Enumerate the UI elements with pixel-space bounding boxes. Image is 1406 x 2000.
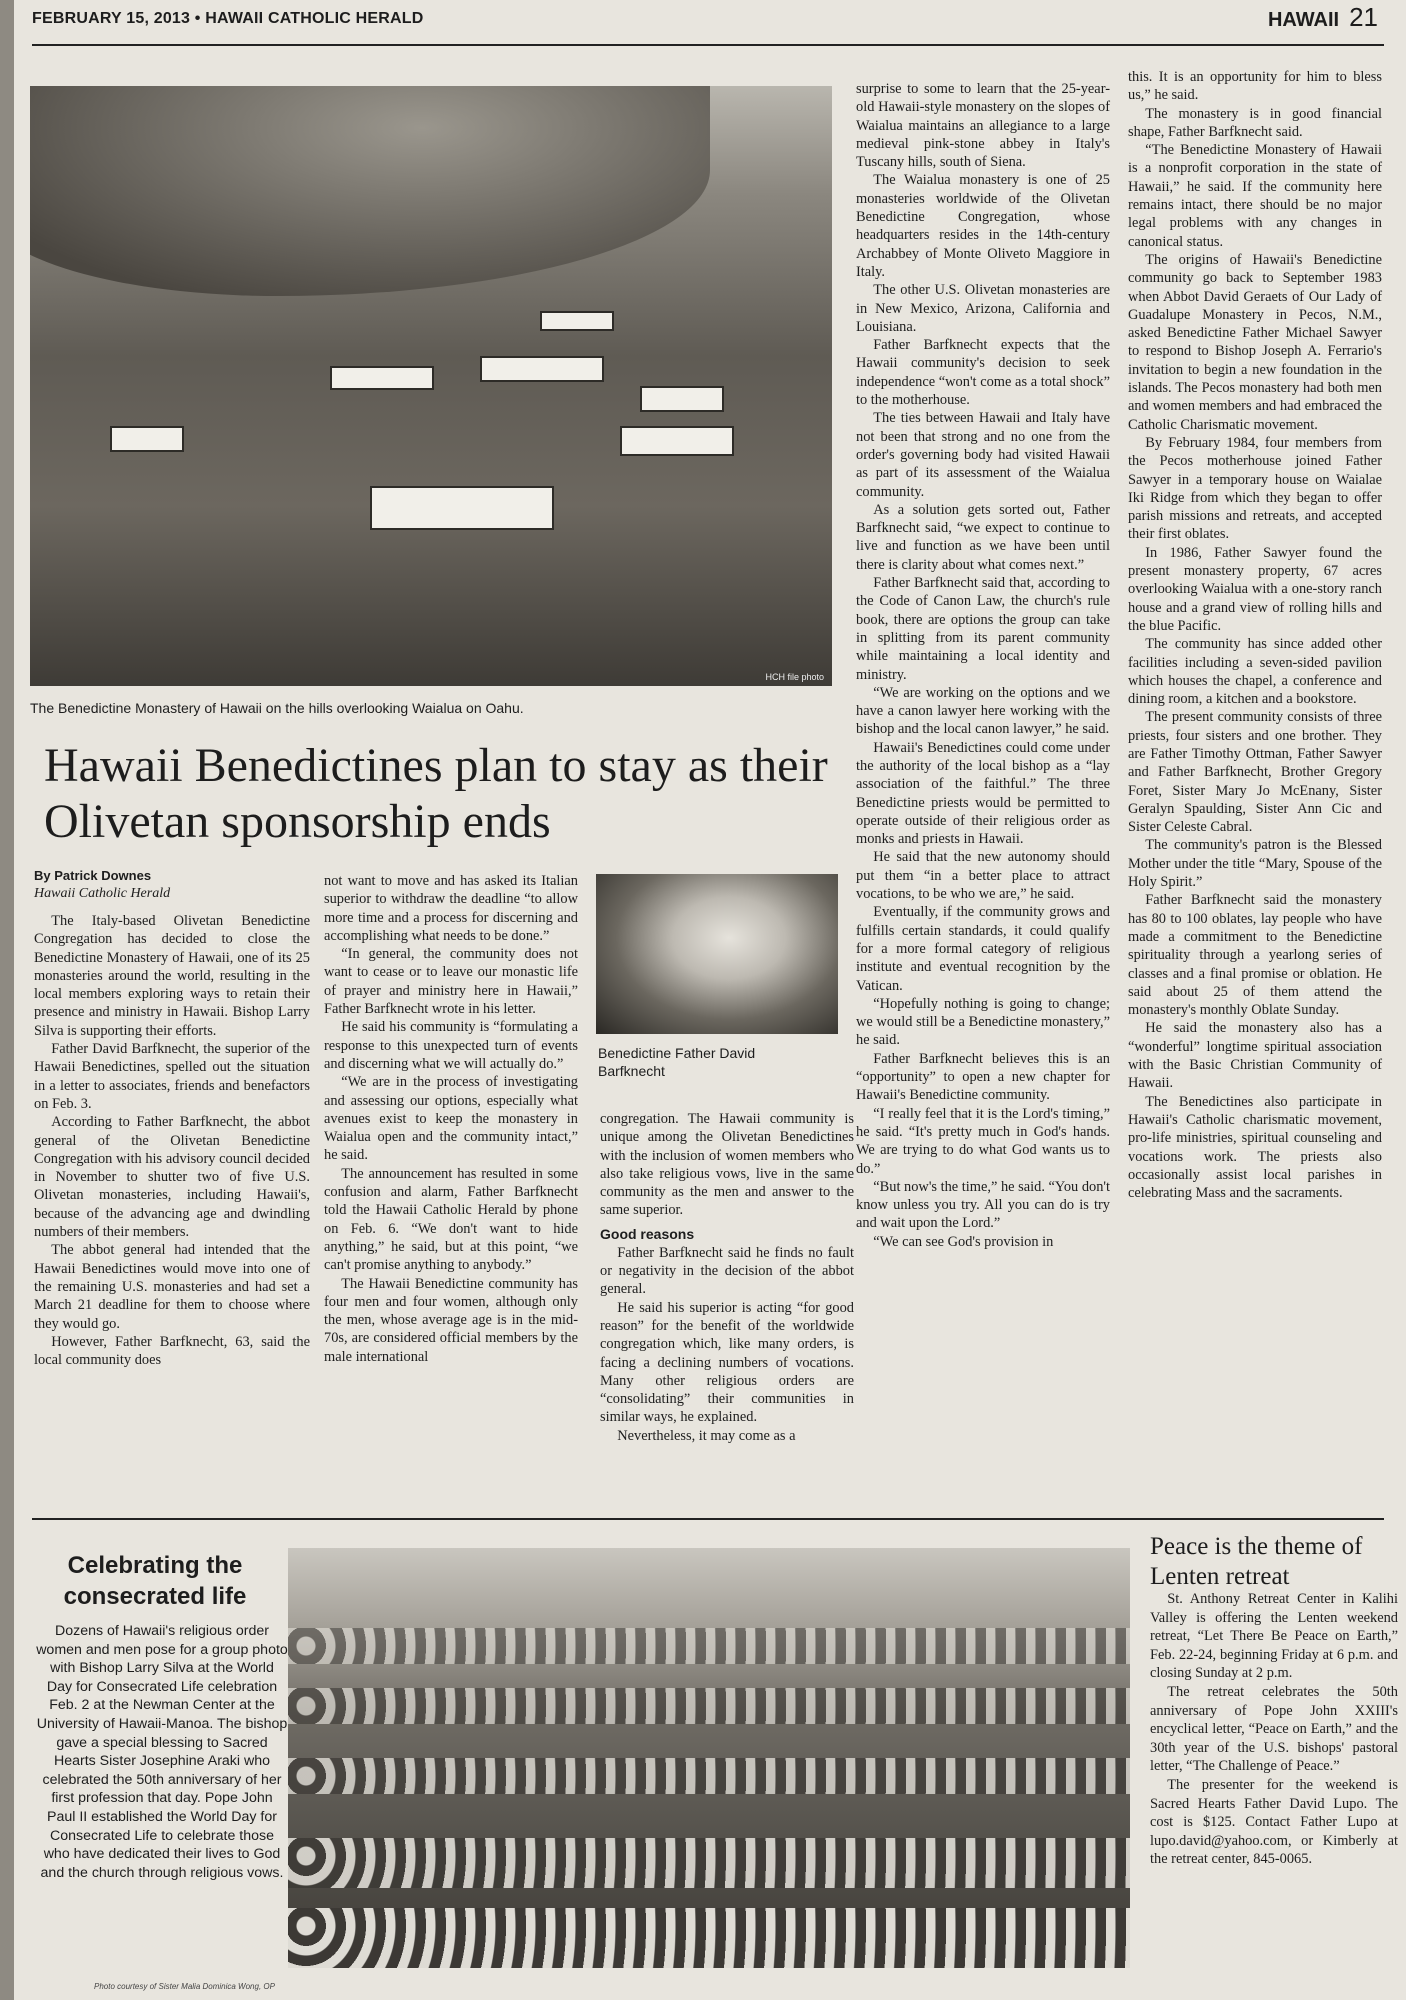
col4-paragraph: Father Barfknecht said that, according to the Code of Canon Law, the church's rule book, there are options the group can take in splitting from its parent community while maintaining a local identity and ministry. <box>856 575 1110 683</box>
col4-paragraph: He said that the new autonomy should put them “in a better place to attract vocations, to be who we are,” he said. <box>856 849 1110 903</box>
col5-paragraph: The community has since added other facilities including a seven-sided pavilion which houses the chapel, a conference and dining room, a kitchen and a bookstore. <box>1128 636 1382 708</box>
col5-paragraph: The community's patron is the Blessed Mother under the title “Mary, Spouse of the Holy Spirit.” <box>1128 837 1382 891</box>
col5-paragraph: “The Benedictine Monastery of Hawaii is a nonprofit corporation in the state of Hawaii,” he said. If the community here remains intact, there should be no major legal problems with any changes in canonical status. <box>1128 142 1382 250</box>
col4-paragraph: The other U.S. Olivetan monasteries are in New Mexico, Arizona, California and Louisiana. <box>856 282 1110 335</box>
retreat-paragraph: The presenter for the weekend is Sacred Hearts Father David Lupo. The cost is $125. Contact Father Lupo at lupo.david@yahoo.com, or Kimberly at the retreat center, 845-0065. <box>1150 1776 1398 1868</box>
col1-paragraph: Father David Barfknecht, the superior of the Hawaii Benedictines, spelled out the situation in a letter to associates, friends and benefactors on Feb. 3. <box>34 1041 310 1112</box>
article-column-3 <box>600 1110 854 1445</box>
photo-building-6 <box>110 426 184 452</box>
retreat-body <box>1150 1590 1398 1869</box>
col2-paragraph: The announcement has resulted in some confusion and alarm, Father Barfknecht told the Hawaii Catholic Herald by phone on Feb. 6. “We don't want to hide anything,” he said, but at this point, “we can't promise anything to anybody.” <box>324 1165 578 1274</box>
monastery-photo <box>30 86 832 686</box>
col5-paragraph: In 1986, Father Sawyer found the present monastery property, 67 acres overlooking Waialua with a one-story ranch house and a grand view of rolling hills and the blue Pacific. <box>1128 544 1382 634</box>
photo-building-2 <box>480 356 604 382</box>
photo-crowd-row <box>288 1838 1130 1888</box>
col4-paragraph: Hawaii's Benedictines could come under the authority of the local bishop as a “lay association of the faithful.” The three Benedictine priests would be permitted to operate outside of their religious order as monks and priests in Hawaii. <box>856 739 1110 848</box>
subhead-good-reasons: Good reasons <box>600 1225 695 1242</box>
col4-paragraph: As a solution gets sorted out, Father Barfknecht said, “we expect to continue to live and function as we have been until there is clarity about what comes next.” <box>856 501 1110 573</box>
article-column-4 <box>856 80 1110 1251</box>
page-number: 21 <box>1349 2 1378 32</box>
col1-paragraph: According to Father Barfknecht, the abbot general of the Olivetan Benedictine Congregation with his advisory council decided in November to shutter two of five U.S. Olivetan monasteries, including Hawaii's, because of the advancing age and dwindling numbers of their members. <box>34 1114 310 1241</box>
col5-paragraph: He said the monastery also has a “wonderful” longtime spiritual association with the Basic Christian Community of Hawaii. <box>1128 1020 1382 1092</box>
retreat-paragraph: St. Anthony Retreat Center in Kalihi Valley is offering the Lenten weekend retreat, “Let There Be Peace on Earth,” Feb. 22-24, beginning Friday at 6 p.m. and closing Sunday at 2 p.m. <box>1150 1591 1398 1682</box>
col4-paragraph: “We can see God's provision in <box>873 1233 1054 1250</box>
col3-paragraph: Nevertheless, it may come as a <box>617 1427 796 1444</box>
sidebar-caption: Dozens of Hawaii's religious order women and men pose for a group photo with Bishop Larry Silva at the World Day for Consecrated Life celebration Feb. 2 at the Newman Center at the University of Hawaii-Manoa. The bishop gave a special blessing to Sacred Hearts Sister Josephine Araki who celebrated the 50th anniversary of her first profession that day. Pope John Paul II established the World Day for Consecrated Life to celebrate those who have dedicated their lives to God and the church through religious vows. <box>36 1623 288 1881</box>
col4-paragraph: The Waialua monastery is one of 25 monasteries worldwide of the Olivetan Benedictine Congregation, whose headquarters resides in the 14th-century Archabbey of Monte Oliveto Maggiore in Italy. <box>856 172 1110 280</box>
col5-paragraph: this. It is an opportunity for him to bless us,” he said. <box>1128 69 1382 104</box>
col4-paragraph: Father Barfknecht believes this is an “opportunity” to open a new chapter for Hawaii's Benedictine community. <box>856 1050 1110 1104</box>
retreat-paragraph: The retreat celebrates the 50th anniversary of Pope John XXIII's encyclical letter, “Peace on Earth,” and the 30th year of the U.S. bishops' pastoral letter, “The Challenge of Peace.” <box>1150 1683 1398 1775</box>
portrait-photo <box>596 874 838 1034</box>
col4-paragraph: Eventually, if the community grows and fulfills certain standards, it could qualify for a more formal category of religious institute and eventual recognition by the Vatican. <box>856 904 1110 994</box>
byline-org: Hawaii Catholic Herald <box>34 886 171 901</box>
section-name: HAWAII <box>1267 9 1340 31</box>
col3-paragraph: He said his superior is acting “for good reason” for the benefit of the worldwide congregation which, like many orders, is facing a declining numbers of vocations. Many other religious orders are “consolidating” their communities in similar ways, he explained. <box>600 1299 854 1426</box>
newspaper-page <box>14 0 1406 2000</box>
page-header-date: FEBRUARY 15, 2013 • HAWAII CATHOLIC HERALD <box>32 10 424 27</box>
article-column-1 <box>34 912 310 1369</box>
col2-paragraph: “In general, the community does not want to cease or to leave our monastic life of prayer and ministry here in Hawaii,” Father Barfknecht wrote in his letter. <box>324 946 578 1018</box>
col2-paragraph: He said his community is “formulating a response to this unexpected turn of events and discerning what we will actually do.” <box>324 1019 578 1072</box>
section-divider <box>32 1518 1384 1520</box>
col2-paragraph: “We are in the process of investigating and assessing our options, especially what avenues exist to keep the monastery in Waialua open and the community intact,” he said. <box>324 1074 578 1164</box>
header-rule <box>32 44 1384 46</box>
photo-crowd-row <box>288 1758 1130 1794</box>
portrait-caption: Benedictine Father David Barfknecht <box>598 1045 756 1079</box>
article-headline: Hawaii Benedictines plan to stay as their Olivetan sponsorship ends <box>44 739 828 848</box>
col1-paragraph: The abbot general had intended that the Hawaii Benedictines would move into one of the remaining U.S. monasteries and had set a March 21 deadline for them to choose where they would go. <box>34 1242 310 1332</box>
photo-crowd-row <box>288 1628 1130 1664</box>
col5-paragraph: The origins of Hawaii's Benedictine community go back to September 1983 when Abbot David Geraets of Our Lady of Guadalupe Monastery in Pecos, N.M., asked Benedictine Father Michael Sawyer to respond to Bishop Joseph A. Ferrario's invitation to begin a new foundation in the islands. The Pecos monastery had both men and women members and had embraced the Catholic Charismatic movement. <box>1128 251 1382 433</box>
photo-crowd-row <box>288 1688 1130 1724</box>
photo-ridge <box>30 86 710 296</box>
col2-paragraph: not want to move and has asked its Italian superior to withdraw the deadline “to allow more time and a process for discerning and accomplishing what needs to be done.” <box>324 873 578 944</box>
col4-paragraph: Father Barfknecht expects that the Hawaii community's decision to seek independence “won't come as a total shock” to the motherhouse. <box>856 337 1110 409</box>
photo-pavilion <box>370 486 554 530</box>
photo-crowd-row <box>288 1908 1130 1968</box>
col4-paragraph: surprise to some to learn that the 25-year-old Hawaii-style monastery on the slopes of Waialua maintains an allegiance to a large medieval pink-stone abbey in Italy's Tuscany hills, south of Siena. <box>856 81 1110 171</box>
col3-paragraph: congregation. The Hawaii community is unique among the Olivetan Benedictines with the inclusion of women members who also take religious vows, live in the same community as the men and answer to the same superior. <box>600 1111 854 1219</box>
group-photo <box>288 1548 1130 1968</box>
col5-paragraph: The present community consists of three priests, four sisters and one brother. They are Father Timothy Ottman, Father Sawyer and Father Barfknecht, Brother Gregory Foret, Sister Mary Jo McEnany, Sister Geralyn Spaulding, Sister Ann Cic and Sister Celeste Cabral. <box>1128 709 1382 836</box>
col5-paragraph: The Benedictines also participate in Hawaii's Catholic charismatic movement, pro-life ministries, spiritual counseling and vocations work. The priests also occasionally assist local parishes in celebrating Mass and the sacraments. <box>1128 1093 1382 1202</box>
photo-building-5 <box>620 426 734 456</box>
byline: By Patrick Downes <box>34 868 152 883</box>
page-header-section <box>1268 2 1378 33</box>
col2-paragraph: The Hawaii Benedictine community has four men and four women, although only the men, whose average age is in the mid-70s, are considered official members by the male international <box>324 1275 578 1365</box>
monastery-photo-caption: The Benedictine Monastery of Hawaii on the hills overlooking Waialua on Oahu. <box>30 700 524 716</box>
col5-paragraph: Father Barfknecht said the monastery has 80 to 100 oblates, lay people who have made a commitment to the Benedictine spirituality through a yearlong series of classes and a final promise or oblation. He said about 25 of them attend the monastery's monthly Oblate Sunday. <box>1128 892 1382 1019</box>
col4-paragraph: “But now's the time,” he said. “You don't know unless you try. All you can do is try and wait upon the Lord.” <box>856 1178 1111 1232</box>
col5-paragraph: The monastery is in good financial shape, Father Barfknecht said. <box>1128 105 1382 140</box>
col1-paragraph: The Italy-based Olivetan Benedictine Congregation has decided to close the Benedictine Monastery of Hawaii, one of its 25 monasteries around the world, resulting in the local members exploring ways to retain their presence and ministry in Hawaii. Bishop Larry Silva is supporting their efforts. <box>34 913 310 1039</box>
col5-paragraph: By February 1984, four members from the Pecos motherhouse joined Father Sawyer in a temporary house on Waialae Iki Ridge from which they began to offer parish missions and retreats, and accepted their first oblates. <box>1128 434 1382 543</box>
photo-building-4 <box>640 386 724 412</box>
col3-paragraph: Father Barfknecht said he finds no fault or negativity in the decision of the abbot general. <box>600 1244 854 1298</box>
article-column-2 <box>324 872 578 1366</box>
col4-paragraph: “Hopefully nothing is going to change; we would still be a Benedictine monastery,” he said. <box>856 995 1110 1049</box>
col4-paragraph: “We are working on the options and we have a canon lawyer here working with the bishop and the local canon lawyer,” he said. <box>856 684 1110 738</box>
photo-credit: HCH file photo <box>765 672 824 682</box>
col4-paragraph: “I really feel that it is the Lord's timing,” he said. “It's pretty much in God's hands. We are trying to do what God wants us to do.” <box>856 1105 1110 1177</box>
retreat-headline: Peace is the theme of Lenten retreat <box>1150 1533 1363 1590</box>
col1-paragraph: However, Father Barfknecht, 63, said the local community does <box>34 1333 310 1369</box>
col4-paragraph: The ties between Hawaii and Italy have not been that strong and no one from the order's governing body had visited Hawaii as part of its assessment of the Waialua community. <box>856 410 1110 500</box>
page-binding-edge <box>0 0 14 2000</box>
photo-building-3 <box>540 311 614 331</box>
sidebar-headline: Celebrating the consecrated life <box>63 1552 247 1610</box>
article-column-5 <box>1128 68 1382 1202</box>
photo-building-1 <box>330 366 434 390</box>
group-photo-credit: Photo courtesy of Sister Malia Dominica Wong, OP <box>94 1982 275 1991</box>
